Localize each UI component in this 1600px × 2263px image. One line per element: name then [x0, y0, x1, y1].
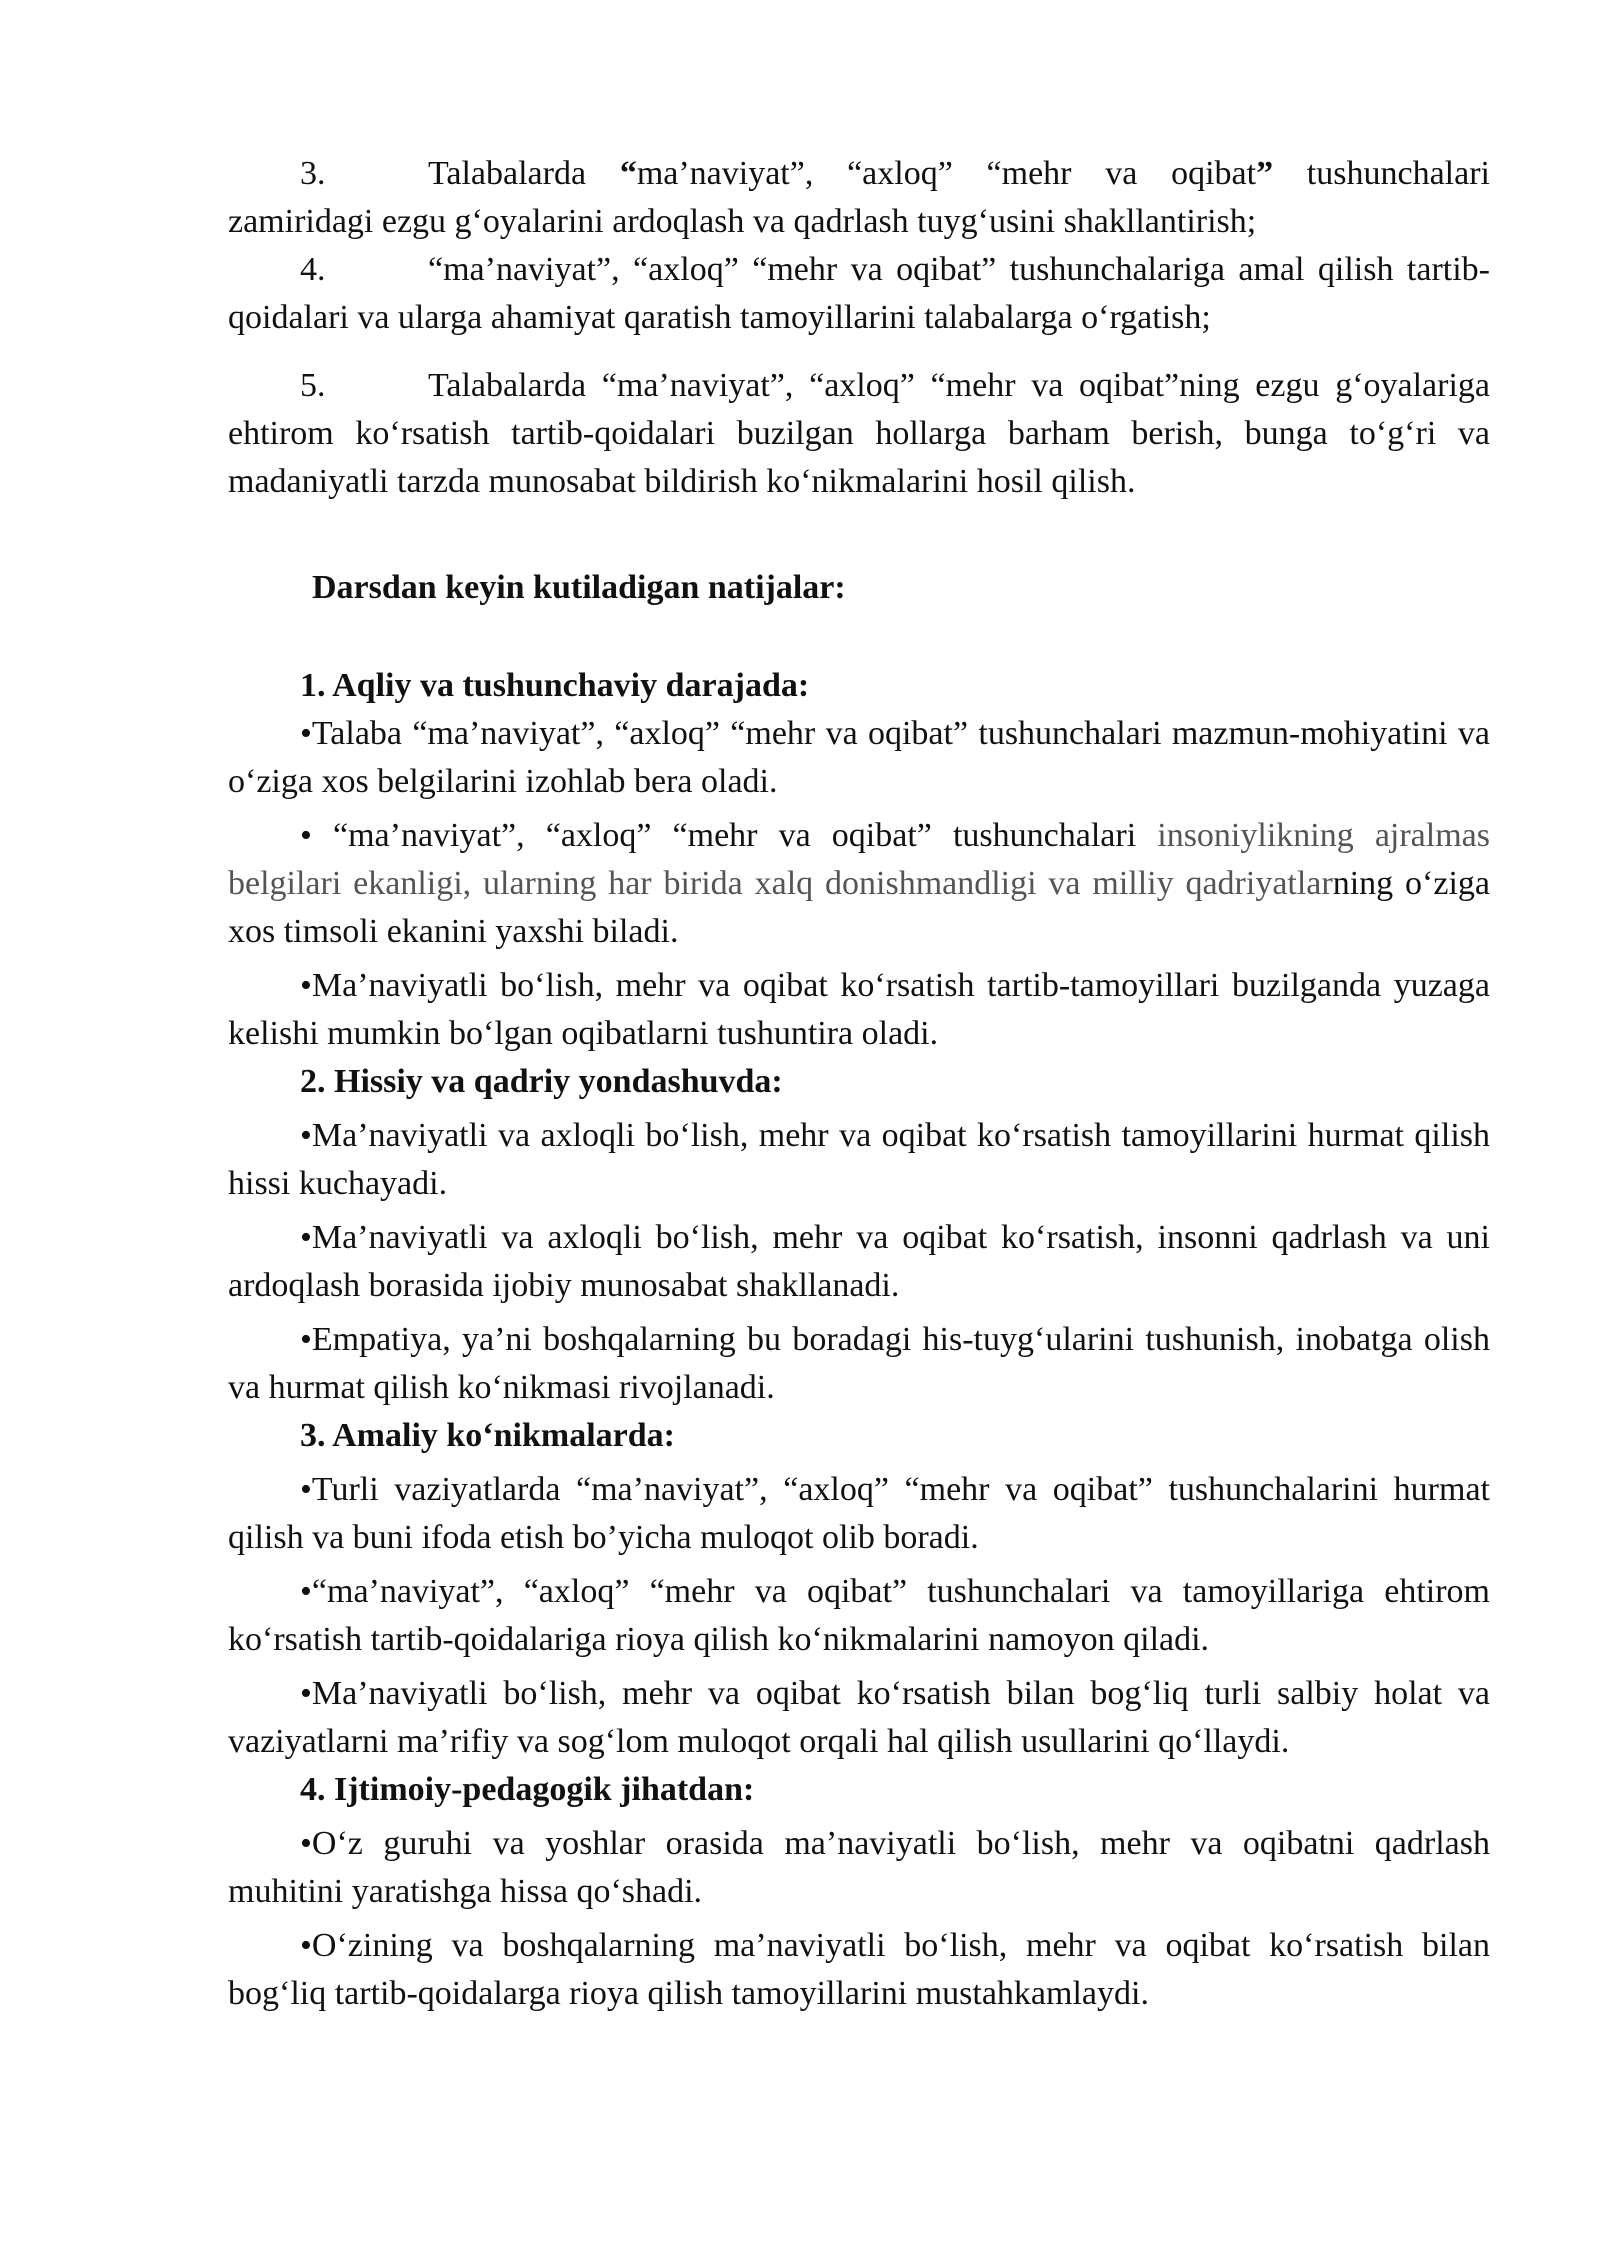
bold-quote-open: “ — [619, 155, 637, 192]
section-2-title: 2. Hissiy va qadriy yondashuvda: — [300, 1063, 783, 1100]
section-3-bullet-3: •Ma’naviyatli bo‘lish, mehr va oqibat ko‘rsatish bilan bog‘liq turli salbiy holat va vaziyatlarni ma’rifiy va sog‘lom muloqot orqali hal qilish usullarini qo‘llaydi. — [228, 1675, 1490, 1760]
bullet-text-muted: insoniylikning ajralmas belgilari ekanligi, ularning har birida xalq donishmandligi va milliy qadriyatlar — [228, 817, 1490, 902]
section-2-bullet-2: •Ma’naviyatli va axloqli bo‘lish, mehr va oqibat ko‘rsatish, insonni qadrlash va uni ardoqlash borasida ijobiy munosabat shakllanadi. — [228, 1219, 1490, 1304]
objective-text: Talabalarda “ma’naviyat”, “axloq” “mehr va oqibat”ning ezgu g‘oyalariga ehtirom ko‘rsatish tartib-qoidalari buzilgan hollarga barham berish, bunga to‘g‘ri va madaniyatli tarzda munosabat bildirish ko‘nikmalarini hosil qilish. — [228, 367, 1490, 500]
objective-number: 3. — [300, 155, 326, 192]
section-1-bullet-2 — [228, 812, 1490, 956]
objective-3 — [228, 150, 1490, 246]
section-1-bullet-1: •Talaba “ma’naviyat”, “axloq” “mehr va oqibat” tushunchalari mazmun-mohiyatini va o‘ziga xos belgilarini izohlab bera oladi. — [228, 715, 1490, 800]
section-4-bullet-1: •O‘z guruhi va yoshlar orasida ma’naviyatli bo‘lish, mehr va oqibatni qadrlash muhitini yaratishga hissa qo‘shadi. — [228, 1825, 1490, 1910]
section-1-title: 1. Aqliy va tushunchaviy darajada: — [300, 667, 810, 704]
objective-text: “ma’naviyat”, “axloq” “mehr va oqibat” tushunchalariga amal qilish tartib-qoidalari va ularga ahamiyat qaratish tamoyillarini talabalarga o‘rgatish; — [228, 251, 1490, 336]
section-4-bullet-2: •O‘zining va boshqalarning ma’naviyatli bo‘lish, mehr va oqibat ko‘rsatish bilan bog‘liq tartib-qoidalarga rioya qilish tamoyillarini mustahkamlaydi. — [228, 1927, 1490, 2012]
bullet-text: • “ma’naviyat”, “axloq” “mehr va oqibat” tushunchalari — [300, 817, 1158, 854]
section-4-title: 4. Ijtimoiy-pedagogik jihatdan: — [300, 1771, 755, 1808]
document-page — [228, 150, 1490, 2018]
section-2-bullet-1: •Ma’naviyatli va axloqli bo‘lish, mehr va oqibat ko‘rsatish tamoyillarini hurmat qilish hissi kuchayadi. — [228, 1117, 1490, 1202]
section-2-bullet-3: •Empatiya, ya’ni boshqalarning bu boradagi his-tuyg‘ularini tushunish, inobatga olish va hurmat qilish ko‘nikmasi rivojlanadi. — [228, 1321, 1490, 1406]
bullet-text: ning o‘ziga xos timsoli ekanini yaxshi biladi. — [228, 865, 1490, 950]
objective-text: tushunchalari zamiridagi ezgu g‘oyalarini ardoqlash va qadrlash tuyg‘usini shakllantirish; — [228, 155, 1490, 240]
section-3-bullet-2: •“ma’naviyat”, “axloq” “mehr va oqibat” tushunchalari va tamoyillariga ehtirom ko‘rsatish tartib-qoidalariga rioya qilish ko‘nikmalarini namoyon qiladi. — [228, 1573, 1490, 1658]
section-1-bullet-3: •Ma’naviyatli bo‘lish, mehr va oqibat ko‘rsatish tartib-tamoyillari buzilganda yuzaga kelishi mumkin bo‘lgan oqibatlarni tushuntira oladi. — [228, 967, 1490, 1052]
results-heading: Darsdan keyin kutiladigan natijalar: — [312, 569, 846, 606]
objective-number: 5. — [300, 367, 326, 404]
objective-4 — [228, 246, 1490, 342]
objective-text: ma’naviyat”, “axloq” “mehr va oqibat — [636, 155, 1257, 192]
section-3-bullet-1: •Turli vaziyatlarda “ma’naviyat”, “axloq” “mehr va oqibat” tushunchalarini hurmat qilish va buni ifoda etish bo’yicha muloqot olib boradi. — [228, 1471, 1490, 1556]
section-3-title: 3. Amaliy ko‘nikmalarda: — [300, 1417, 675, 1454]
objective-text: Talabalarda — [428, 155, 620, 192]
objective-5 — [228, 362, 1490, 506]
objective-number: 4. — [300, 251, 326, 288]
bold-quote-close: ” — [1256, 155, 1274, 192]
